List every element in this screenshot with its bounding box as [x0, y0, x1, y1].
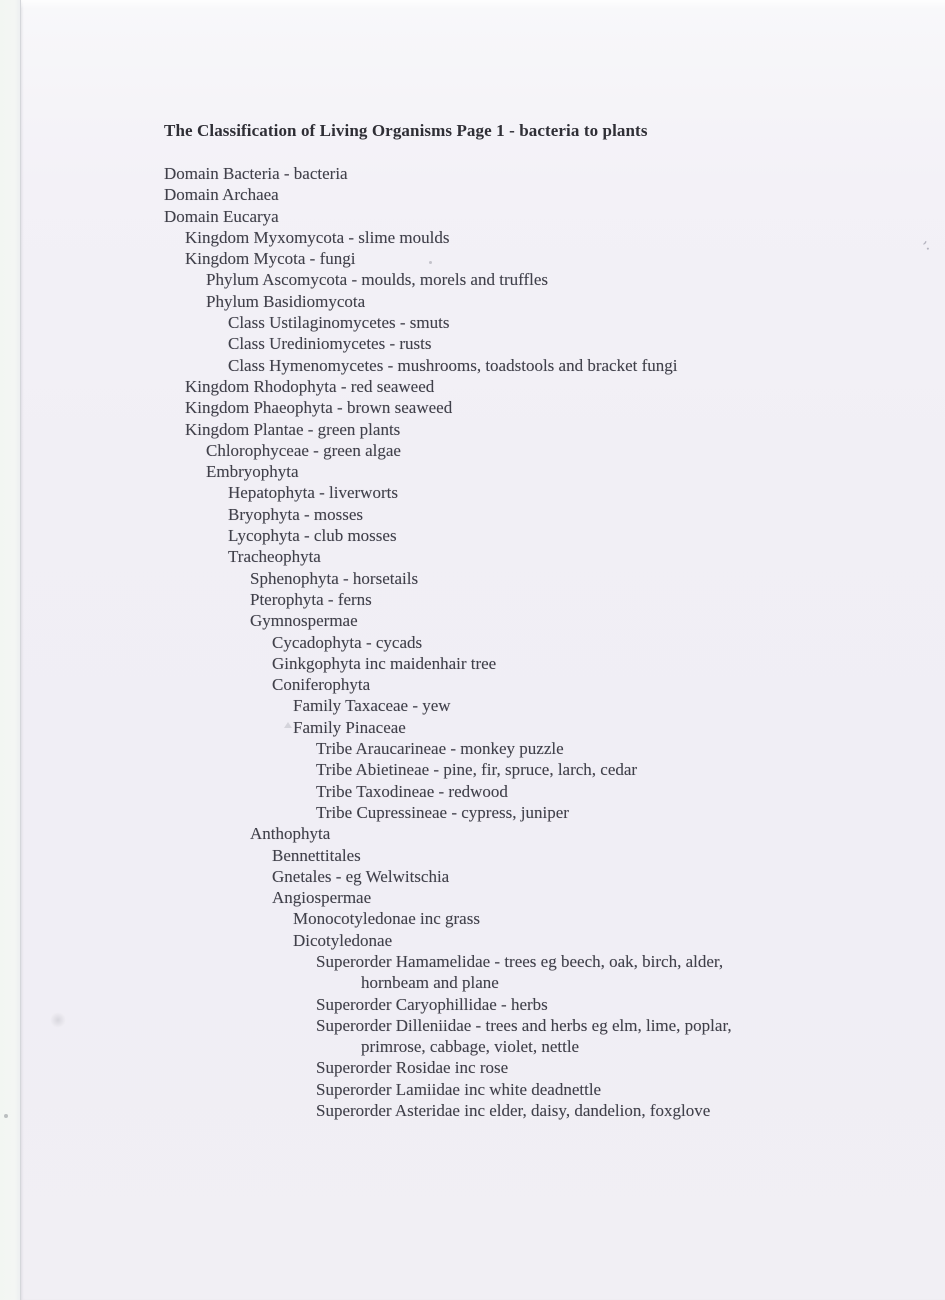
document-title: The Classification of Living Organisms Page 1 - bacteria to plants [164, 121, 648, 140]
taxonomy-line: Gnetales - eg Welwitschia [272, 866, 450, 886]
taxonomy-line: Superorder Hamamelidae - trees eg beech, oak, birch, alder, [316, 951, 724, 971]
taxonomy-line-continuation: primrose, cabbage, violet, nettle [361, 1037, 580, 1057]
taxonomy-line: Sphenophyta - horsetails [250, 568, 419, 588]
taxonomy-line: Superorder Dilleniidae - trees and herbs eg elm, lime, poplar, [316, 1015, 732, 1035]
taxonomy-line: Kingdom Phaeophyta - brown seaweed [185, 398, 453, 418]
taxonomy-line: Tracheophyta [228, 547, 321, 567]
taxonomy-line: Domain Bacteria - bacteria [164, 164, 348, 183]
taxonomy-line: Kingdom Myxomycota - slime moulds [185, 227, 450, 247]
taxonomy-line: Tribe Taxodineae - redwood [316, 781, 508, 801]
taxonomy-line: Superorder Rosidae inc rose [316, 1058, 509, 1078]
taxonomy-line: Class Hymenomycetes - mushrooms, toadstools and bracket fungi [228, 355, 678, 375]
taxonomy-line: Coniferophyta [272, 675, 371, 695]
taxonomy-line: Ginkgophyta inc maidenhair tree [272, 653, 497, 673]
taxonomy-line: Family Pinaceae [293, 717, 406, 737]
taxonomy-line: Family Taxaceae - yew [293, 696, 451, 716]
taxonomy-line: Anthophyta [250, 824, 331, 844]
taxonomy-line: Superorder Caryophillidae - herbs [316, 994, 548, 1014]
taxonomy-line: Bennettitales [272, 845, 361, 865]
taxonomy-line: Bryophyta - mosses [228, 504, 364, 524]
taxonomy-line: Kingdom Mycota - fungi [185, 249, 356, 269]
taxonomy-line: Superorder Asteridae inc elder, daisy, dandelion, foxglove [316, 1101, 711, 1121]
taxonomy-line: Chlorophyceae - green algae [206, 440, 401, 460]
taxonomy-line: Class Urediniomycetes - rusts [228, 334, 432, 354]
taxonomy-line: Gymnospermae [250, 611, 358, 631]
taxonomy-line: Embryophyta [206, 462, 299, 482]
taxonomy-line: Monocotyledonae inc grass [293, 909, 480, 929]
taxonomy-line: Lycophyta - club mosses [228, 526, 397, 546]
taxonomy-line-continuation: hornbeam and plane [361, 973, 499, 993]
taxonomy-line: Cycadophyta - cycads [272, 632, 423, 652]
taxonomy-line: Tribe Abietineae - pine, fir, spruce, larch, cedar [316, 760, 638, 780]
taxonomy-line: Phylum Ascomycota - moulds, morels and truffles [206, 270, 549, 290]
taxonomy-line: Hepatophyta - liverworts [228, 483, 398, 503]
scan-pen-mark: ʼ· [917, 237, 934, 259]
taxonomy-line: Kingdom Plantae - green plants [185, 419, 401, 439]
taxonomy-line: Angiospermae [272, 888, 372, 908]
taxonomy-line: Phylum Basidiomycota [206, 291, 366, 311]
taxonomy-line: Superorder Lamiidae inc white deadnettle [316, 1079, 602, 1099]
taxonomy-line: Kingdom Rhodophyta - red seaweed [185, 376, 435, 396]
taxonomy-line: Domain Archaea [164, 185, 279, 205]
taxonomy-line: Tribe Cupressineae - cypress, juniper [316, 802, 569, 822]
taxonomy-line: Pterophyta - ferns [250, 589, 372, 609]
taxonomy-list [164, 163, 945, 1121]
taxonomy-line: Dicotyledonae [293, 930, 393, 950]
taxonomy-line: Class Ustilaginomycetes - smuts [228, 313, 450, 333]
taxonomy-line: Tribe Araucarineae - monkey puzzle [316, 739, 564, 759]
taxonomy-line: Domain Eucarya [164, 206, 279, 226]
